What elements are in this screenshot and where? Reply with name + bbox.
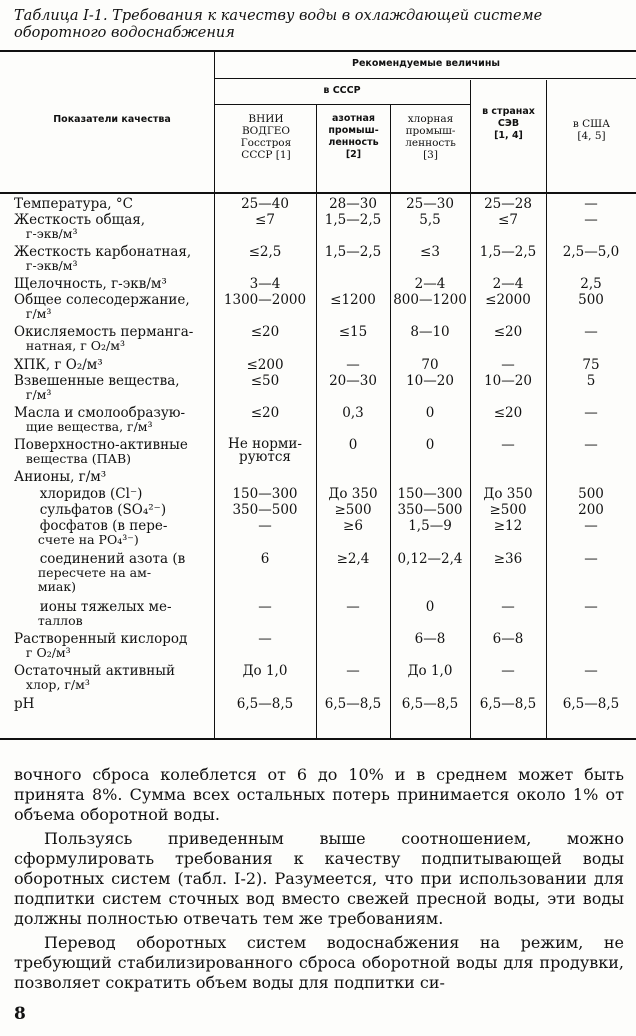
- table-cell: 500: [578, 292, 604, 308]
- row-label-line: Общее солесодержание,: [14, 292, 190, 308]
- table-cell: 6,5—8,5: [479, 696, 537, 712]
- table-cell: —: [346, 357, 360, 373]
- row-label-line: счете на PO₄³⁻): [14, 532, 139, 547]
- table-top-rule: [0, 50, 636, 52]
- row-label-line: фосфатов (в пере-: [14, 518, 168, 534]
- header-col-vodgeo: [216, 113, 316, 161]
- header-subrule: [214, 104, 470, 105]
- table-cell: ≤20: [250, 405, 280, 421]
- header-line: [1, 4]: [494, 130, 523, 141]
- table-cell: 500: [578, 486, 604, 502]
- header-indicators: Показатели качества: [53, 114, 171, 125]
- row-label: [14, 664, 175, 692]
- table-cell: 350—500: [397, 502, 463, 518]
- table-cell: 6,5—8,5: [401, 696, 459, 712]
- paragraph: Перевод оборотных систем водоснабжения на режим, не требующий стабилизированного сброса оборотной воды для продувки, позволяет сократить объем воды для подпитки си-: [14, 933, 624, 992]
- row-label-line: г/м³: [14, 387, 52, 402]
- table-cell: 1,5—9: [408, 518, 452, 534]
- row-label: [14, 438, 188, 466]
- row-label-line: пересчете на ам-: [14, 565, 152, 580]
- table-cell: —: [501, 437, 515, 453]
- table-cell: 0,12—2,4: [397, 551, 463, 567]
- row-label-line: Жесткость общая,: [14, 212, 146, 228]
- row-label-line: Поверхностно-активные: [14, 437, 188, 453]
- row-label-line: г O₂/м³: [14, 645, 71, 660]
- header-col-nitrogen: [317, 113, 390, 161]
- table-cell: ≤1200: [330, 292, 376, 308]
- header-line: в странах: [482, 106, 535, 117]
- table-cell: 3—4: [249, 276, 281, 292]
- table-cell: 6—8: [492, 631, 524, 647]
- row-label-line: миак): [14, 579, 77, 594]
- row-label: [14, 487, 142, 501]
- table-cell: —: [584, 324, 598, 340]
- row-label-line: pH: [14, 696, 35, 712]
- table-cell: До 1,0: [242, 663, 288, 679]
- table-cell: ≥12: [493, 518, 523, 534]
- row-label: [14, 470, 106, 484]
- table-cell: 10—20: [406, 373, 454, 389]
- table-cell: До 350: [483, 486, 533, 502]
- table-cell: 0: [425, 599, 435, 615]
- row-label: [14, 213, 145, 241]
- row-label-line: соединений азота (в: [14, 551, 186, 567]
- header-ussr: в СССР: [323, 85, 361, 96]
- table-cell: ≤20: [493, 405, 523, 421]
- row-label: [14, 325, 193, 353]
- table-cell: ≤20: [250, 324, 280, 340]
- table-cell: 350—500: [232, 502, 298, 518]
- table-cell: 2,5: [580, 276, 602, 292]
- table-cell: 1,5—2,5: [324, 212, 382, 228]
- table-cell: До 350: [328, 486, 378, 502]
- table-cell: 70: [421, 357, 439, 373]
- table-cell: 25—30: [406, 196, 454, 212]
- row-label: [14, 519, 167, 547]
- table-cell: —: [346, 599, 360, 615]
- table-cell: 150—300: [397, 486, 463, 502]
- cell-line: руются: [239, 449, 291, 465]
- row-label-line: Взвешенные вещества,: [14, 373, 180, 389]
- table-cell: 6: [260, 551, 270, 567]
- table-cell: —: [584, 663, 598, 679]
- table-cell: ≤15: [338, 324, 368, 340]
- table-cell: 1,5—2,5: [324, 244, 382, 260]
- table-cell: ≤7: [255, 212, 275, 228]
- table-cell: ≥500: [334, 502, 372, 518]
- table-cell: 150—300: [232, 486, 298, 502]
- table-cell: 6—8: [414, 631, 446, 647]
- row-label-line: Масла и смолообразую-: [14, 405, 186, 421]
- cell-line: Не норми-: [228, 436, 302, 452]
- table-cell: 28—30: [329, 196, 377, 212]
- row-label-line: ХПК, г O₂/м³: [14, 357, 103, 373]
- header-line: хлорная: [407, 113, 454, 125]
- row-label-line: ионы тяжелых ме-: [14, 599, 172, 615]
- paragraph: вочного сброса колеблется от 6 до 10% и в среднем может быть принята 8%. Сумма всех остальных потерь принимается около 1% от объема оборотной воды.: [14, 765, 624, 824]
- table-cell: ≤3: [420, 244, 440, 260]
- table-cell: —: [258, 631, 272, 647]
- row-label-line: Остаточный активный: [14, 663, 175, 679]
- table-cell: —: [501, 357, 515, 373]
- table-cell: 6,5—8,5: [562, 696, 620, 712]
- table-cell: 6,5—8,5: [324, 696, 382, 712]
- header-line: СЭВ: [497, 118, 520, 129]
- header-line: ВНИИ: [248, 113, 284, 125]
- table-cell: 1,5—2,5: [479, 244, 537, 260]
- table-header-rule: [0, 192, 636, 194]
- table-cell: ≤50: [250, 373, 280, 389]
- row-label: [14, 632, 187, 660]
- row-label-line: Анионы, г/м³: [14, 469, 107, 485]
- row-label-line: Температура, °С: [14, 196, 133, 212]
- row-label-line: г/м³: [14, 306, 52, 321]
- table-cell: 2—4: [492, 276, 524, 292]
- row-label-line: Жесткость карбонатная,: [14, 244, 192, 260]
- table-cell: 2—4: [414, 276, 446, 292]
- table-cell: 1300—2000: [223, 292, 307, 308]
- row-label: [14, 374, 180, 402]
- table-cell: —: [584, 599, 598, 615]
- table-cell: 25—40: [241, 196, 289, 212]
- header-line: азотная: [331, 113, 376, 124]
- row-label-line: Щелочность, г-экв/м³: [14, 276, 167, 292]
- table-cell: —: [501, 663, 515, 679]
- table-bottom-rule: [0, 738, 636, 740]
- table-caption: Таблица I-1. Требования к качеству воды в охлаждающей системе оборотного водоснабжения: [14, 8, 543, 41]
- row-label: [14, 245, 191, 273]
- header-line: в США: [572, 118, 611, 130]
- table-cell: 5: [586, 373, 596, 389]
- table-cell: 75: [582, 357, 600, 373]
- table-cell: —: [501, 599, 515, 615]
- header-recommended: Рекомендуемые величины: [352, 58, 500, 69]
- table-cell: ≤7: [498, 212, 518, 228]
- table-cell: —: [258, 518, 272, 534]
- table-cell: 0,3: [342, 405, 364, 421]
- table-cell: —: [258, 599, 272, 615]
- table-cell: ≤200: [246, 357, 284, 373]
- table-cell: 25—28: [484, 196, 532, 212]
- row-label: [14, 697, 34, 711]
- row-label-line: вещества (ПАВ): [14, 451, 132, 466]
- row-label: [14, 358, 103, 372]
- row-label: [14, 552, 185, 594]
- header-line: ленность: [405, 137, 456, 149]
- row-label: [14, 277, 167, 291]
- row-label: [14, 503, 166, 517]
- header-line: [3]: [423, 149, 438, 161]
- header-line: ВОДГЕО: [241, 125, 291, 137]
- row-label-line: г-экв/м³: [14, 258, 78, 273]
- table-cell: ≥500: [489, 502, 527, 518]
- header-line: ленность: [328, 137, 379, 148]
- header-subrule: [214, 78, 636, 79]
- table-cell: 6,5—8,5: [236, 696, 294, 712]
- table-cell: ≤20: [493, 324, 523, 340]
- table-cell: —: [584, 405, 598, 421]
- table-cell: ≥2,4: [336, 551, 370, 567]
- header-line: СССР [1]: [241, 149, 291, 161]
- header-col-sev: [471, 106, 546, 142]
- table-cell: 0: [348, 437, 358, 453]
- header-col-chlorine: [391, 113, 470, 161]
- row-label-line: хлоридов (Cl⁻): [14, 486, 143, 502]
- table-cell: [215, 438, 315, 464]
- table-cell: До 1,0: [407, 663, 453, 679]
- table-cell: —: [584, 518, 598, 534]
- paragraph: Пользуясь приведенным выше соотношением, можно сформулировать требования к качеству подпитывающей воды оборотных систем (табл. I-2). Разумеется, что при использовании для подпитки систем сточных вод вместо свежей пресной воды, эти воды должны полностью отвечать тем же требованиям.: [14, 829, 624, 928]
- table-cell: ≤2,5: [248, 244, 282, 260]
- table-cell: 2,5—5,0: [562, 244, 620, 260]
- row-label-line: Растворенный кислород: [14, 631, 188, 647]
- table-cell: ≤2000: [485, 292, 531, 308]
- table-cell: 0: [425, 405, 435, 421]
- header-line: Госстроя: [240, 137, 292, 149]
- header-line: промыш-: [405, 125, 456, 137]
- row-label-line: хлор, г/м³: [14, 677, 90, 692]
- table-cell: —: [584, 551, 598, 567]
- table-cell: 20—30: [329, 373, 377, 389]
- row-label-line: натная, г O₂/м³: [14, 338, 125, 353]
- table-cell: 10—20: [484, 373, 532, 389]
- table-cell: 0: [425, 437, 435, 453]
- table-cell: ≥6: [343, 518, 363, 534]
- row-label: [14, 406, 185, 434]
- row-label-line: Окисляемость перманга-: [14, 324, 194, 340]
- row-label: [14, 600, 172, 628]
- table-cell: 8—10: [410, 324, 450, 340]
- table-cell: 200: [578, 502, 604, 518]
- header-col-usa: [547, 118, 636, 142]
- table-cell: ≥36: [493, 551, 523, 567]
- table-cell: —: [584, 196, 598, 212]
- row-label-line: сульфатов (SO₄²⁻): [14, 502, 167, 518]
- table-cell: —: [584, 437, 598, 453]
- row-label: [14, 293, 190, 321]
- page-number: 8: [14, 1004, 26, 1024]
- table-cell: 800—1200: [393, 292, 467, 308]
- table-cell: 5,5: [419, 212, 441, 228]
- row-label-line: щие вещества, г/м³: [14, 419, 153, 434]
- header-line: [2]: [345, 149, 362, 160]
- row-label-line: таллов: [14, 613, 83, 628]
- table-cell: —: [584, 212, 598, 228]
- row-label: [14, 197, 133, 211]
- header-line: [4, 5]: [577, 130, 606, 142]
- row-label-line: г-экв/м³: [14, 226, 78, 241]
- table-cell: —: [346, 663, 360, 679]
- header-line: промыш-: [328, 125, 379, 136]
